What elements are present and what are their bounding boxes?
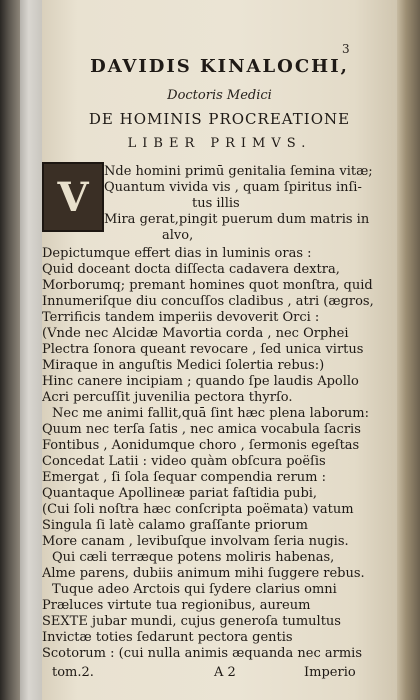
decorated-initial-icon (42, 162, 104, 232)
verse-line: Miraque in anguſtis Medici ſolertia rebus:) (42, 358, 325, 373)
verse-line: Qui cæli terræque potens moliris habenas, (52, 550, 335, 565)
verse-line: Invictæ toties ſedarunt pectora gentis (42, 630, 293, 645)
book-gutter (0, 0, 20, 700)
verse-line: Quantaque Apollineæ pariat faſtidia pubi, (42, 486, 318, 501)
verse-line: Emergat , ſi ſola ſequar compendia rerum : (42, 470, 327, 485)
verse-line: alvo, (162, 228, 194, 243)
verse-line: Terrificis tandem imperiis devoverit Orci : (42, 310, 320, 325)
verse-line: Nec me animi fallit,quā ſint hæc plena laborum: (52, 406, 369, 421)
verse-line: Mira gerat,pingit puerum dum matris in (104, 212, 370, 227)
verse-line: Quid doceant docta diſſecta cadavera dextra, (42, 262, 340, 277)
book-page (42, 0, 397, 700)
verse-line: Plectra ſonora queant revocare , ſed unica virtus (42, 342, 364, 357)
verse-line: Innumeriſque diu concuſſos cladibus , atri (ægros, (42, 294, 374, 309)
verse-line: Tuque adeo Arctois qui ſydere clarius omni (52, 582, 337, 597)
verse-line: Concedat Latii : video quàm obſcura poëſis (42, 454, 326, 469)
author-heading: DAVIDIS KINALOCHI, (90, 56, 349, 77)
work-title: DE HOMINIS PROCREATIONE (88, 110, 351, 128)
verse-line: Depictumque effert dias in luminis oras : (42, 246, 312, 261)
verse-line: More canam , levibuſque involvam ſeria nugis. (42, 534, 349, 549)
catchword: Imperio (304, 665, 356, 680)
verse-line: SEXTE jubar mundi, cujus generoſa tumultus (42, 614, 341, 629)
verse-line: (Cui ſoli noſtra hæc conſcripta poëmata) vatum (42, 502, 354, 517)
signature-mark: A 2 (214, 665, 236, 680)
verse-line: Alme parens, dubiis animum mihi ſuggere rebus. (42, 566, 365, 581)
verse-line: Præluces virtute tua regionibus, aureum (42, 598, 311, 613)
verse-line: Nde homini primū genitalia ſemina vitæ; (104, 164, 373, 179)
binding-tape (20, 0, 43, 700)
verse-line: Hinc canere incipiam ; quando ſpe laudis Apollo (42, 374, 359, 389)
book-heading: LIBER PRIMVS. (127, 136, 312, 151)
verse-line: Singula ſi latè calamo graſſante priorum (42, 518, 308, 533)
verse-line: tus illis (192, 196, 240, 211)
verse-line: Morborumq; premant homines quot monſtra, quid (42, 278, 373, 293)
verse-line: Quantum vivida vis , quam ſpiritus inſi- (104, 180, 362, 195)
page-number: 3 (342, 42, 350, 56)
verse-line: Fontibus , Aonidumque choro , ſermonis egeſtas (42, 438, 360, 453)
verse-line: (Vnde nec Alcidæ Mavortia corda , nec Orphei (42, 326, 349, 341)
verse-line: Acri percuſſit juvenilia pectora thyrſo. (42, 390, 293, 405)
initial-letter: V (57, 173, 89, 221)
volume-mark: tom.2. (52, 665, 94, 680)
verse-line: Scotorum : (cui nulla animis æquanda nec armis (42, 646, 362, 661)
verse-line: Quum nec terſa ſatis , nec amica vocabula ſacris (42, 422, 361, 437)
author-rank: Doctoris Medici (167, 88, 272, 103)
page-edges (397, 0, 420, 700)
